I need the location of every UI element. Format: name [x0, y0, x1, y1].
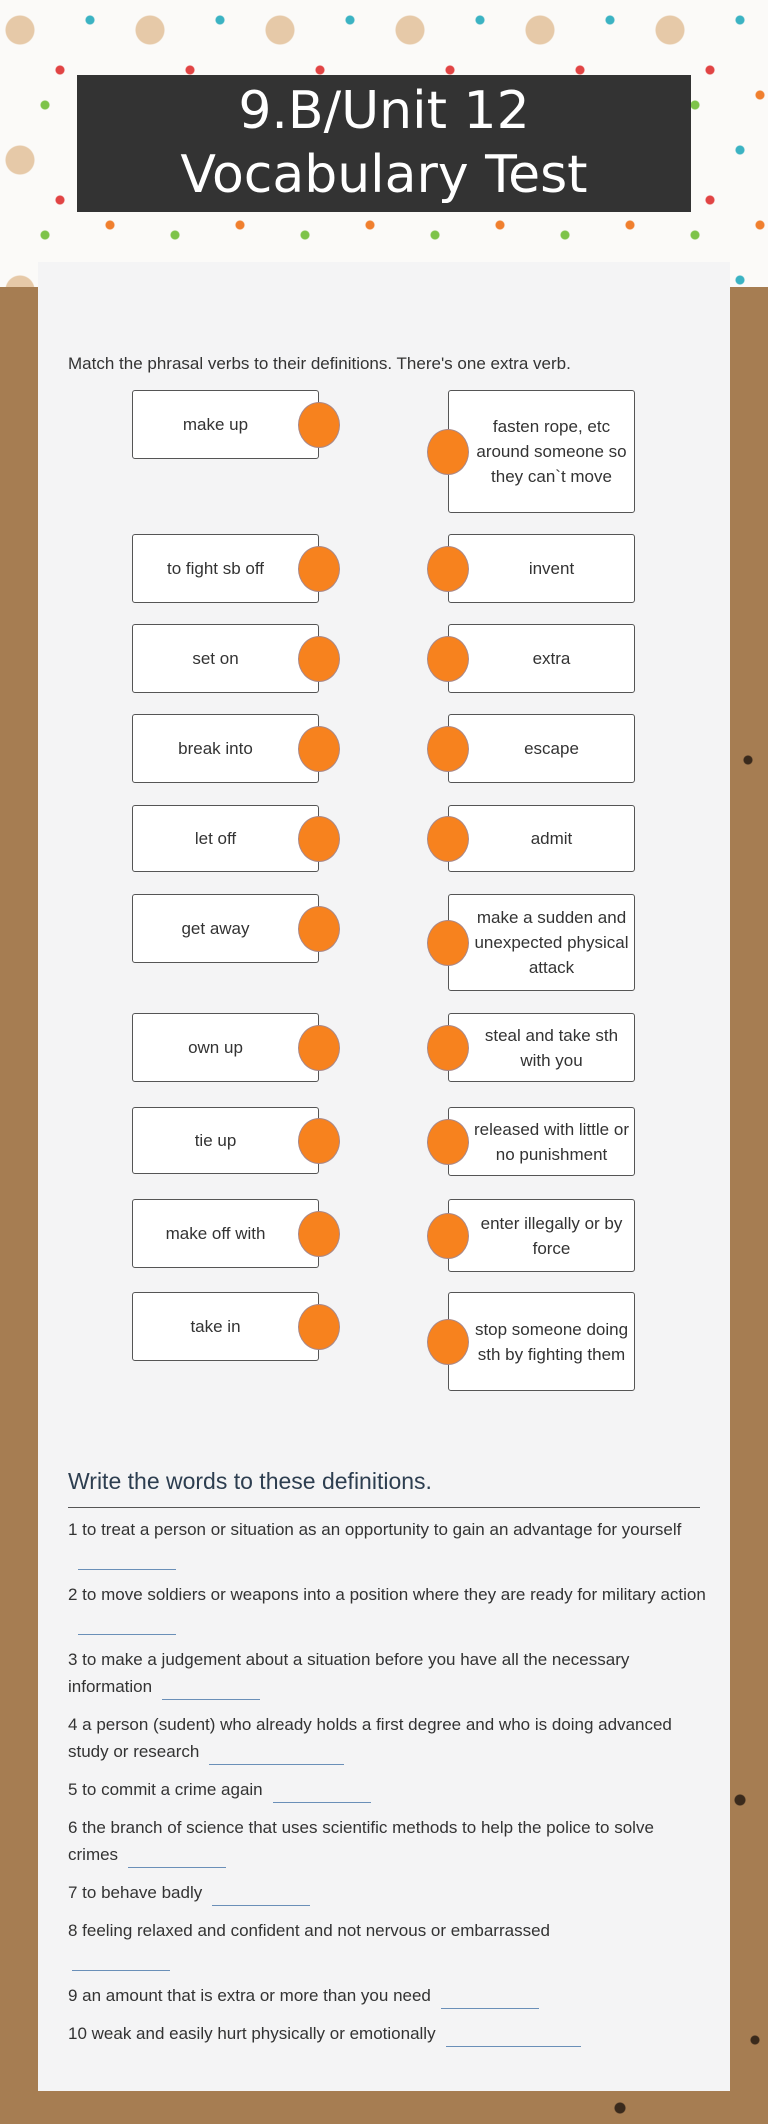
definition-card[interactable] — [448, 1199, 635, 1272]
answer-input[interactable] — [441, 1990, 539, 2009]
definition-text: 7 to behave badly — [68, 1883, 203, 1902]
verb-connector-dot[interactable] — [298, 1304, 340, 1350]
definition-item — [68, 1711, 708, 1765]
verb-card[interactable] — [132, 1199, 319, 1268]
definition-label: make a sudden and unexpected physical attack — [474, 908, 629, 977]
definition-connector-dot[interactable] — [427, 1025, 469, 1071]
answer-input[interactable] — [209, 1746, 344, 1765]
definition-item — [68, 1982, 708, 2009]
definitions-list — [68, 1516, 708, 2058]
answer-input[interactable] — [72, 1952, 170, 1971]
definition-label: fasten rope, etc around someone so they can`t move — [476, 417, 627, 486]
answer-input[interactable] — [212, 1887, 310, 1906]
definition-text: 1 to treat a person or situation as an opportunity to gain an advantage for yourself — [68, 1520, 682, 1539]
verb-card[interactable] — [132, 1013, 319, 1082]
definition-connector-dot[interactable] — [427, 546, 469, 592]
definition-item — [68, 2020, 708, 2047]
definition-text: 4 a person (sudent) who already holds a first degree and who is doing advanced study or research — [68, 1715, 672, 1761]
divider — [68, 1507, 700, 1508]
definition-card[interactable] — [448, 1292, 635, 1391]
definitions-heading: Write the words to these definitions. — [68, 1468, 432, 1494]
verb-connector-dot[interactable] — [298, 1118, 340, 1164]
verb-card[interactable] — [132, 894, 319, 963]
definition-item — [68, 1879, 708, 1906]
definition-card[interactable] — [448, 1013, 635, 1082]
definition-item — [68, 1516, 708, 1570]
definition-text: 6 the branch of science that uses scientific methods to help the police to solve crimes — [68, 1818, 654, 1864]
definition-label: invent — [528, 559, 575, 578]
definition-label: extra — [532, 649, 571, 668]
definition-card[interactable] — [448, 624, 635, 693]
verb-connector-dot[interactable] — [298, 1025, 340, 1071]
definition-card[interactable] — [448, 805, 635, 872]
verb-label: set on — [192, 649, 239, 668]
definition-label: enter illegally or by force — [480, 1213, 623, 1258]
verb-card[interactable] — [132, 1292, 319, 1361]
definition-label: steal and take sth with you — [484, 1025, 619, 1070]
definition-label: admit — [530, 829, 573, 848]
verb-connector-dot[interactable] — [298, 1211, 340, 1257]
answer-input[interactable] — [162, 1681, 260, 1700]
definition-card[interactable] — [448, 894, 635, 991]
definition-connector-dot[interactable] — [427, 1213, 469, 1259]
verb-card[interactable] — [132, 624, 319, 693]
verb-card[interactable] — [132, 534, 319, 603]
definition-connector-dot[interactable] — [427, 1119, 469, 1165]
matching-instruction: Match the phrasal verbs to their definitions. There's one extra verb. — [68, 354, 571, 373]
definition-text: 3 to make a judgement about a situation before you have all the necessary information — [68, 1650, 630, 1696]
definition-label: stop someone doing sth by fighting them — [474, 1319, 629, 1364]
definition-item — [68, 1776, 708, 1803]
definition-connector-dot[interactable] — [427, 429, 469, 475]
definition-card[interactable] — [448, 390, 635, 513]
verb-label: make off with — [165, 1224, 266, 1243]
verb-label: own up — [188, 1038, 243, 1057]
verb-card[interactable] — [132, 390, 319, 459]
definition-text: 2 to move soldiers or weapons into a position where they are ready for military action — [68, 1585, 706, 1604]
answer-input[interactable] — [128, 1849, 226, 1868]
page-title — [77, 75, 691, 212]
verb-label: tie up — [194, 1131, 237, 1150]
verb-card[interactable] — [132, 1107, 319, 1174]
definition-label: released with little or no punishment — [474, 1119, 629, 1164]
verb-connector-dot[interactable] — [298, 636, 340, 682]
definition-card[interactable] — [448, 714, 635, 783]
verb-label: break into — [178, 739, 253, 758]
answer-input[interactable] — [446, 2028, 581, 2047]
verb-connector-dot[interactable] — [298, 726, 340, 772]
answer-input[interactable] — [273, 1784, 371, 1803]
definition-card[interactable] — [448, 1107, 635, 1176]
verb-label: let off — [194, 829, 237, 848]
verb-card[interactable] — [132, 805, 319, 872]
definition-connector-dot[interactable] — [427, 920, 469, 966]
definition-text: 8 feeling relaxed and confident and not nervous or embarrassed — [68, 1921, 550, 1940]
definition-connector-dot[interactable] — [427, 726, 469, 772]
definition-connector-dot[interactable] — [427, 1319, 469, 1365]
verb-connector-dot[interactable] — [298, 906, 340, 952]
definition-item — [68, 1581, 708, 1635]
answer-input[interactable] — [78, 1551, 176, 1570]
definition-connector-dot[interactable] — [427, 636, 469, 682]
definition-text: 9 an amount that is extra or more than you need — [68, 1986, 431, 2005]
definition-text: 5 to commit a crime again — [68, 1780, 263, 1799]
definition-label: escape — [524, 739, 579, 758]
title-line-2: Vocabulary Test — [180, 145, 588, 205]
title-line-1: 9.B/Unit 12 — [238, 81, 530, 141]
verb-card[interactable] — [132, 714, 319, 783]
verb-label: make up — [182, 415, 249, 434]
verb-label: get away — [181, 919, 250, 938]
definition-connector-dot[interactable] — [427, 816, 469, 862]
definition-card[interactable] — [448, 534, 635, 603]
answer-input[interactable] — [78, 1616, 176, 1635]
definition-item — [68, 1917, 708, 1971]
definition-item — [68, 1646, 708, 1700]
verb-label: take in — [190, 1317, 241, 1336]
verb-label: to fight sb off — [166, 559, 265, 578]
verb-connector-dot[interactable] — [298, 816, 340, 862]
definition-text: 10 weak and easily hurt physically or emotionally — [68, 2024, 436, 2043]
verb-connector-dot[interactable] — [298, 402, 340, 448]
verb-connector-dot[interactable] — [298, 546, 340, 592]
definition-item — [68, 1814, 708, 1868]
